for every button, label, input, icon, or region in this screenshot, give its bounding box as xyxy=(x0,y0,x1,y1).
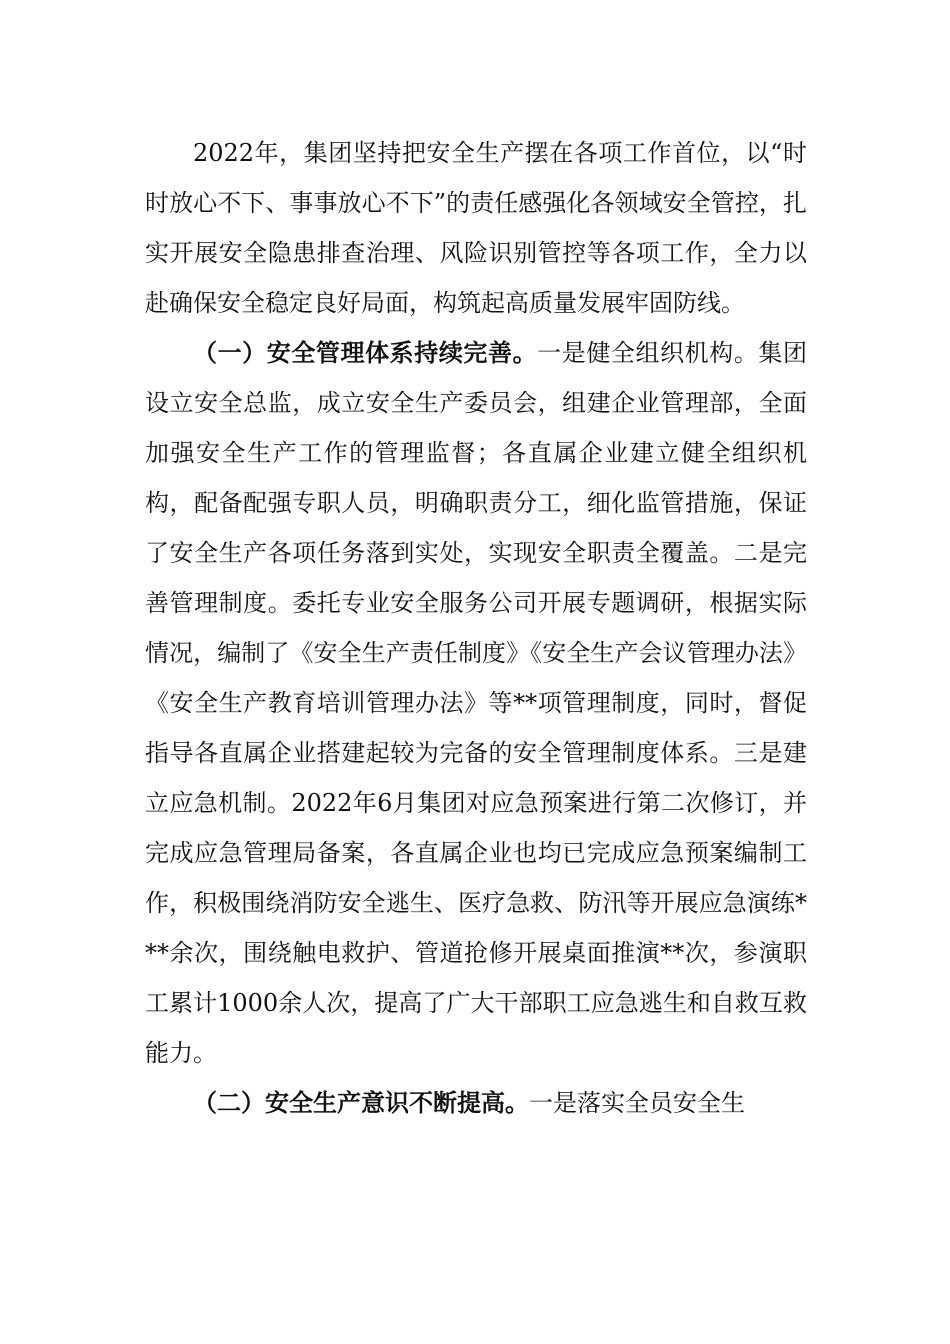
section-1-paragraph xyxy=(145,328,807,1078)
intro-paragraph: 2022年，集团坚持把安全生产摆在各项工作首位，以“时时放心不下、事事放心不下”的责任感强化各领域安全管控，扎实开展安全隐患排查治理、风险识别管控等各项工作，全力以赴确保安全稳定良好局面，构筑起高质量发展牢固防线。 xyxy=(145,139,807,317)
section-1-body: 一是健全组织机构。集团设立安全总监，成立安全生产委员会，组建企业管理部，全面加强安全生产工作的管理监督；各直属企业建立健全组织机构，配备配强专职人员，明确职责分工，细化监管措施，保证了安全生产各项任务落到实处，实现安全职责全覆盖。二是完善管理制度。委托专业安全服务公司开展专题调研，根据实际情况，编制了《安全生产责任制度》《安全生产会议管理办法》《安全生产教育培训管理办法》等**项管理制度，同时，督促指导各直属企业搭建起较为完备的安全管理制度体系。三是建立应急机制。2022年6月集团对应急预案进行第二次修订，并完成应急管理局备案，各直属企业也均已完成应急预案编制工作，积极围绕消防安全逃生、医疗急救、防汛等开展应急演练***余次，围绕触电救护、管道抢修开展桌面推演**次，参演职工累计1000余人次，提高了广大干部职工应急逃生和自救互救能力。 xyxy=(145,339,808,1067)
section-2-heading: （二）安全生产意识不断提高。 xyxy=(193,1089,529,1117)
document-body xyxy=(145,128,807,1128)
section-2-body: 一是落实全员安全生 xyxy=(529,1089,745,1117)
section-2-paragraph xyxy=(145,1078,807,1128)
section-1-heading: （一）安全管理体系持续完善。 xyxy=(193,339,538,367)
